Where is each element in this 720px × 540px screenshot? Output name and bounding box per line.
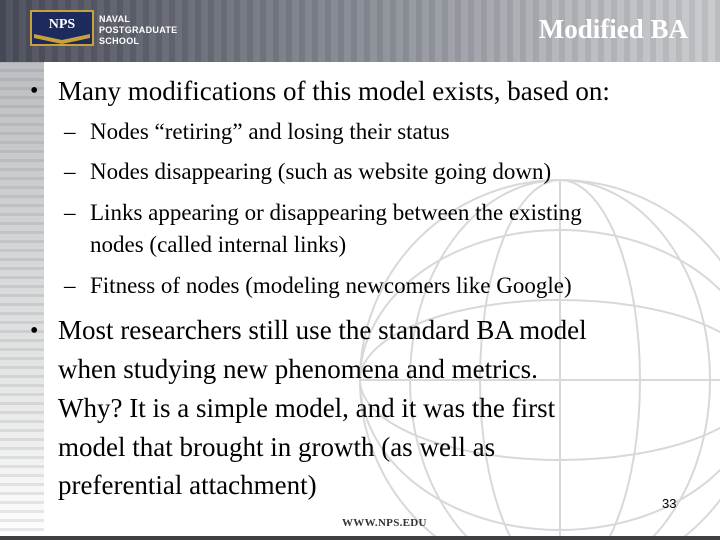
sub-bullet-marker: – (64, 159, 76, 184)
sub-bullet-marker: – (64, 119, 76, 144)
sub-bullet-text: Fitness of nodes (modeling newcomers like Google) (90, 273, 572, 298)
logo-acronym: NPS (48, 17, 76, 32)
sub-bullet-text-continuation: nodes (called internal links) (90, 232, 347, 257)
bullet-marker: • (30, 318, 39, 344)
footer-url: WWW.NPS.EDU (342, 517, 427, 529)
bullet-text-continuation: when studying new phenomena and metrics. (58, 354, 538, 384)
sub-bullet-text: Nodes “retiring” and losing their status (90, 119, 450, 144)
bullet-text: Many modifications of this model exists, based on: (58, 76, 610, 106)
sub-bullet-marker: – (64, 273, 76, 298)
sub-bullet-text: Nodes disappearing (such as website going down) (90, 159, 552, 184)
sub-bullet-marker: – (64, 200, 76, 225)
footer-bar (0, 536, 720, 540)
school-name-line: SCHOOL (99, 36, 140, 46)
page-number: 33 (662, 496, 677, 511)
bullet-marker: • (30, 78, 39, 104)
slide-title: Modified BA (538, 14, 688, 44)
sub-bullet-text: Links appearing or disappearing between the existing (90, 200, 582, 225)
bullet-text-continuation: Why? It is a simple model, and it was the first (58, 393, 556, 423)
bullet-text: Most researchers still use the standard BA model (58, 315, 587, 345)
bullet-text-continuation: preferential attachment) (58, 470, 317, 500)
school-name-line: NAVAL (99, 14, 131, 24)
bullet-text-continuation: model that brought in growth (as well as (58, 432, 496, 462)
school-name-line: POSTGRADUATE (99, 25, 178, 35)
